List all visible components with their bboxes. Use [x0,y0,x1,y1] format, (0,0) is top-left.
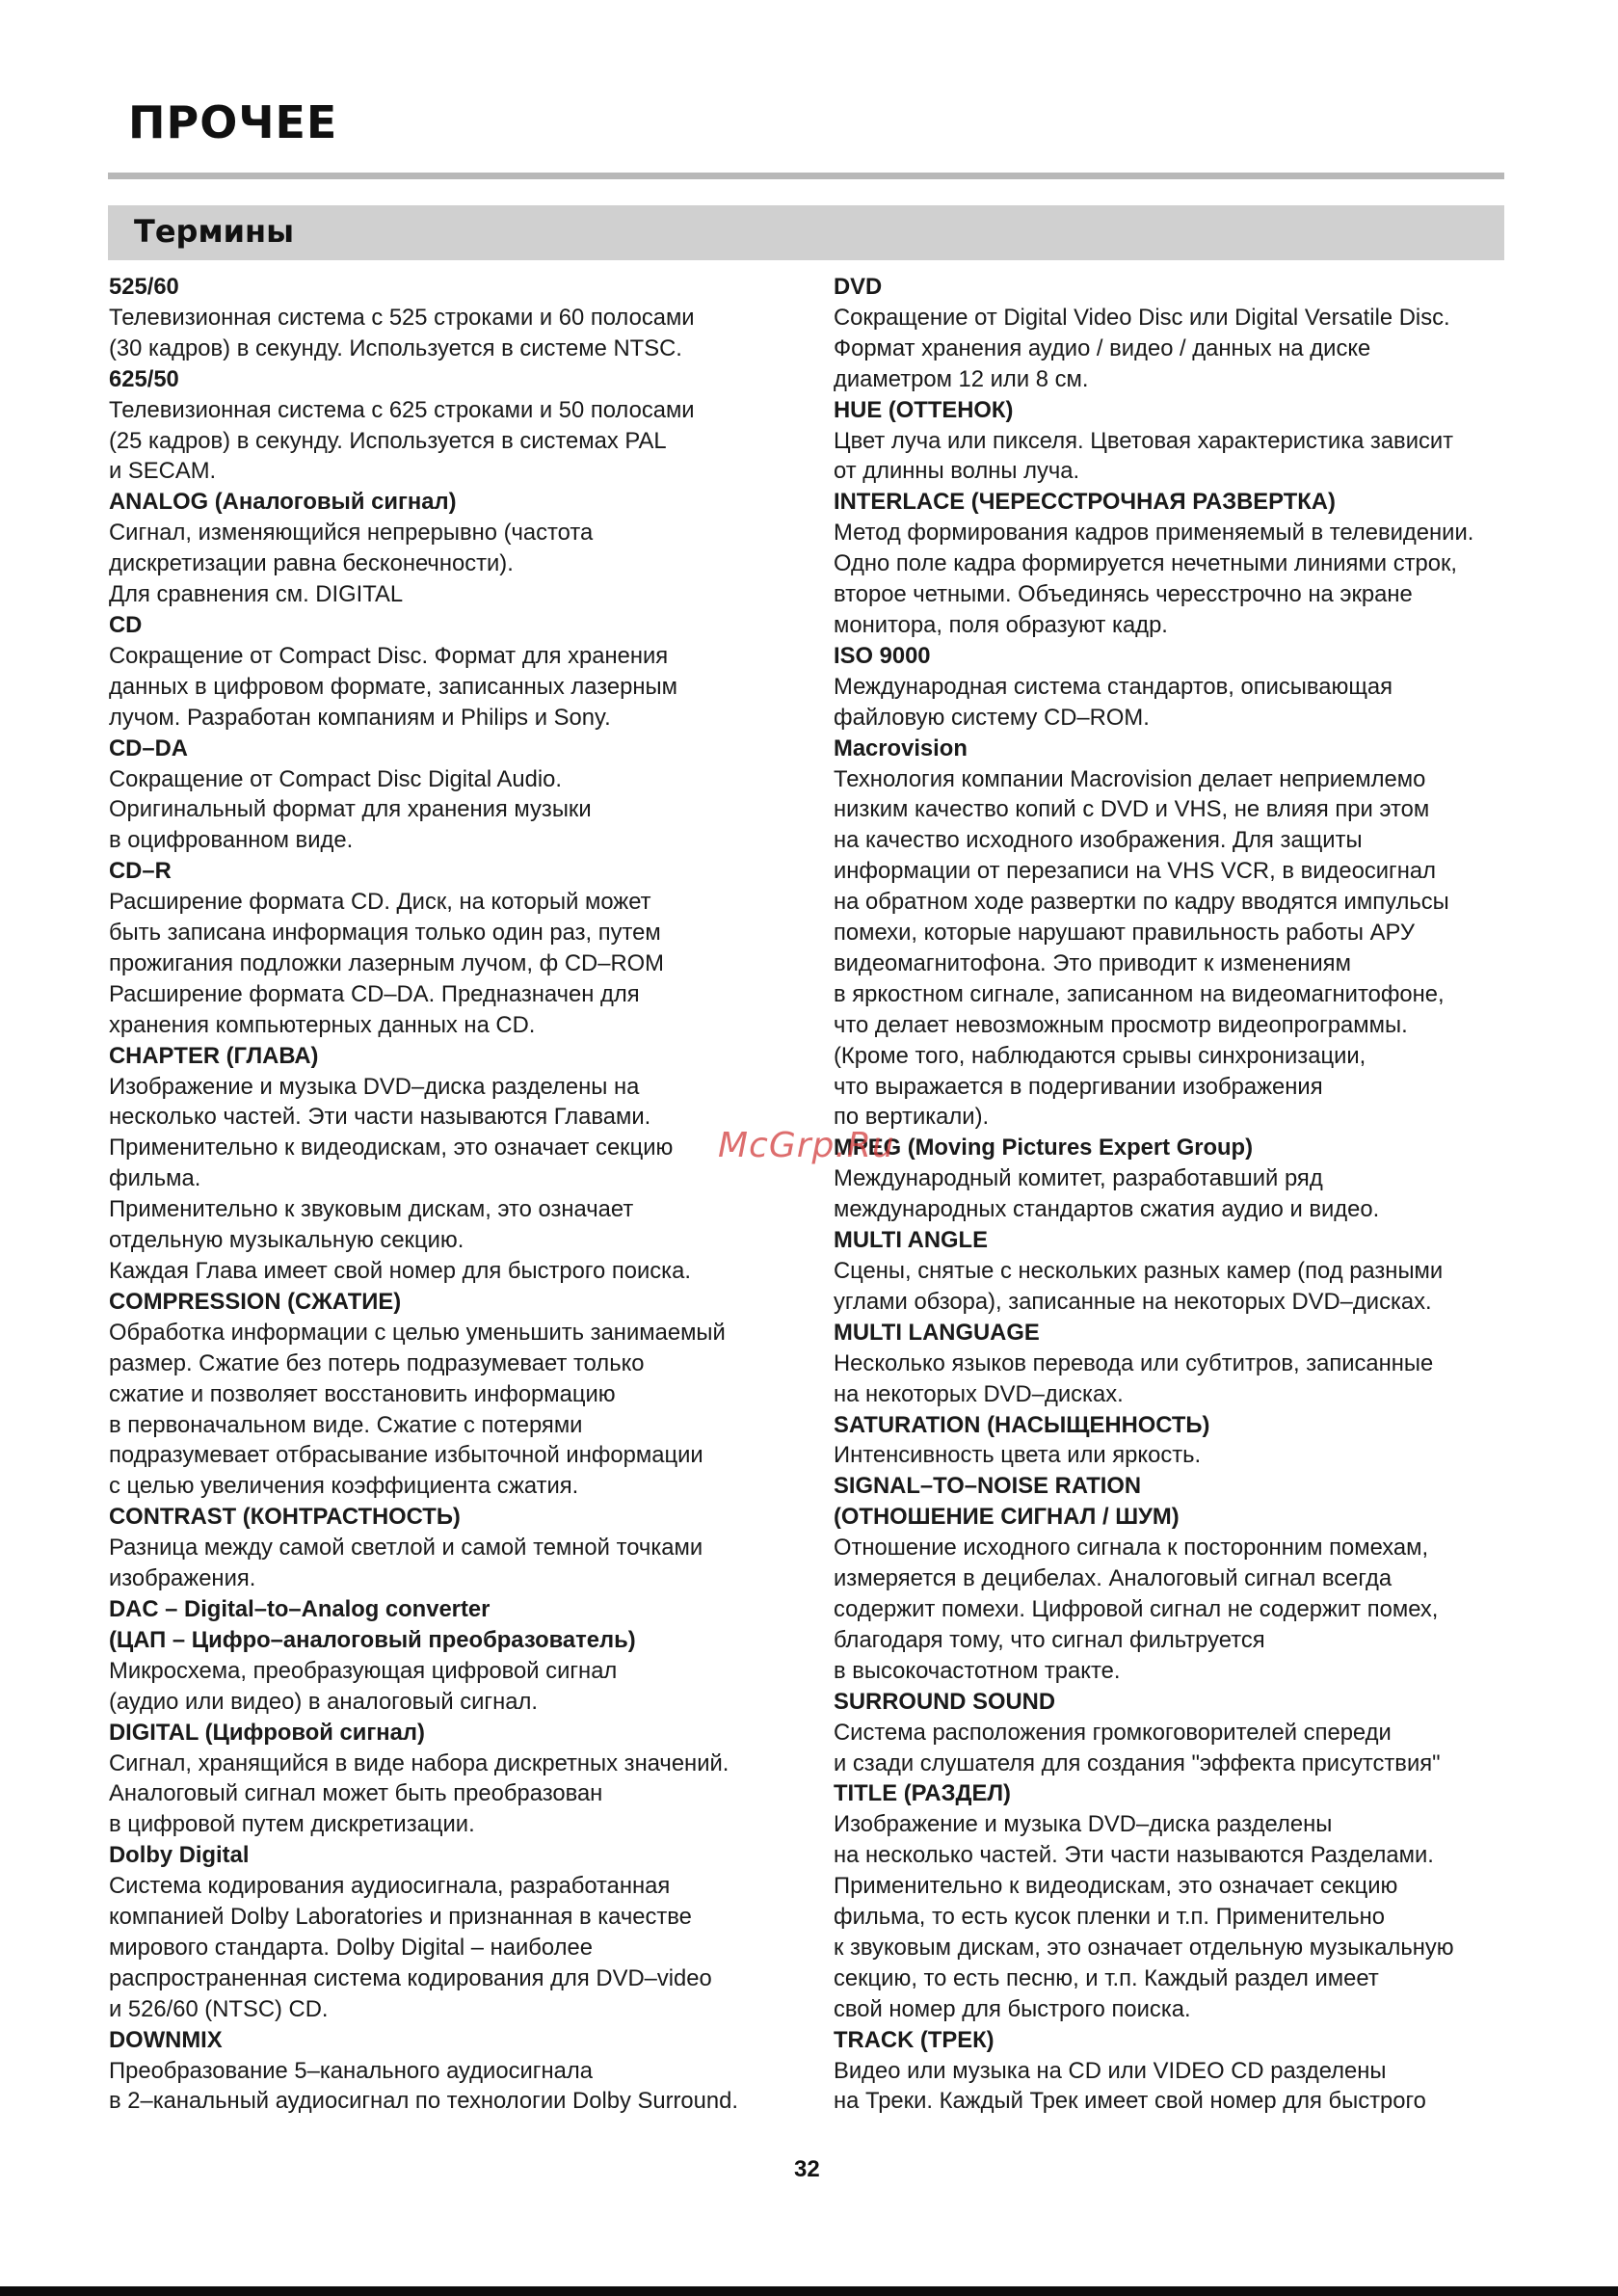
glossary-term: DVD [834,274,883,300]
glossary-entry [834,1410,1547,1472]
glossary-definition-line: и SECAM. [109,458,217,485]
glossary-definition-line: Оригинальный формат для хранения музыки [109,796,592,823]
glossary-entry [109,1041,803,1287]
glossary-definition-line: Международная система стандартов, описывающая [834,673,1393,700]
glossary-left-column [109,272,803,2117]
glossary-entry [834,734,1547,1134]
glossary-term: Dolby Digital [109,1842,250,1869]
glossary-term: DIGITAL (Цифровой сигнал) [109,1719,425,1746]
glossary-entry [109,1840,803,2024]
glossary-term: DOWNMIX [109,2026,223,2053]
glossary-definition-line: на качество исходного изображения. Для защиты [834,827,1363,854]
glossary-definition-line: в 2–канальный аудиосигнал по технологии Dolby Surround. [109,2088,738,2115]
glossary-entry [109,1718,803,1841]
section-title: Термины [134,213,295,250]
glossary-definition-line: на Треки. Каждый Трек имеет свой номер для быстрого [834,2088,1426,2115]
glossary-definition-line: Метод формирования кадров применяемый в телевидении. [834,520,1474,547]
glossary-definition-line: быть записана информация только один раз, путем [109,920,661,947]
glossary-entry [834,1502,1547,1686]
glossary-definition-line: Расширение формата CD. Диск, на который может [109,889,651,916]
glossary-definition-line: Сокращение от Compact Disc Digital Audio. [109,765,562,792]
glossary-entry [834,1133,1547,1225]
glossary-entry [834,395,1547,488]
glossary-definition-line: изображения. [109,1565,256,1592]
glossary-definition-line: благодаря тому, что сигнал фильтруется [834,1626,1265,1653]
glossary-definition-line: Формат хранения аудио / видео / данных на диске [834,334,1371,361]
glossary-definition-line: в первоначальном виде. Сжатие с потерями [109,1411,583,1438]
glossary-definition-line: файловую систему CD–ROM. [834,704,1150,731]
glossary-definition-line: компанией Dolby Laboratories и признанная в качестве [109,1904,692,1931]
glossary-definition-line: Несколько языков перевода или субтитров, записанные [834,1349,1434,1376]
glossary-definition-line: в высокочастотном тракте. [834,1657,1121,1684]
glossary-definition-line: Интенсивность цвета или яркость. [834,1442,1202,1469]
glossary-definition-line: Видео или музыка на CD или VIDEO CD разделены [834,2057,1387,2084]
glossary-definition-line: Цвет луча или пикселя. Цветовая характеристика зависит [834,427,1454,454]
glossary-entry [109,487,803,610]
glossary-definition-line: свой номер для быстрого поиска. [834,1995,1191,2022]
glossary-definition-line: дискретизации равна бесконечности). [109,550,514,577]
glossary-term: MPEG (Moving Pictures Expert Group) [834,1135,1254,1161]
glossary-definition-line: (25 кадров) в секунду. Используется в системах PAL [109,427,667,454]
glossary-definition-line: сжатие и позволяет восстановить информацию [109,1380,616,1407]
glossary-definition-line: Обработка информации с целью уменьшить занимаемый [109,1319,726,1346]
glossary-definition-line: Микросхема, преобразующая цифровой сигнал [109,1657,618,1684]
glossary-definition-line: на некоторых DVD–дисках. [834,1380,1124,1407]
glossary-term: CONTRAST (КОНТРАСТНОСТЬ) [109,1504,461,1531]
glossary-entry [109,734,803,857]
glossary-definition-line: и сзади слушателя для создания "эффекта присутствия" [834,1749,1441,1776]
glossary-term: ISO 9000 [834,642,931,669]
glossary-term: MULTI LANGUAGE [834,1319,1040,1346]
glossary-definition-line: на несколько частей. Эти части называются Разделами. [834,1842,1434,1869]
section-header [108,205,1504,260]
glossary-definition-line: хранения компьютерных данных на CD. [109,1011,536,1038]
glossary-definition-line: Изображение и музыка DVD–диска разделены на [109,1073,640,1100]
glossary-entry [109,1594,803,1625]
glossary-definition-line: второе четными. Объединясь чересстрочно на экране [834,581,1413,608]
glossary-entry [834,1778,1547,2024]
glossary-term: HUE (ОТТЕНОК) [834,396,1014,423]
glossary-right-column [834,272,1547,2117]
glossary-entry [834,1687,1547,1779]
glossary-entry [109,610,803,734]
glossary-definition-line: Технология компании Macrovision делает неприемлемо [834,765,1426,792]
glossary-definition-line: с целью увеличения коэффициента сжатия. [109,1473,579,1500]
glossary-definition-line: информации от перезаписи на VHS VCR, в видеосигнал [834,858,1436,885]
glossary-definition-line: (Кроме того, наблюдаются срывы синхронизации, [834,1042,1366,1069]
glossary-entry [109,1625,803,1718]
page-title: ПРОЧЕЕ [128,96,338,148]
glossary-definition-line: прожигания подложки лазерным лучом, ф CD–ROM [109,949,664,976]
glossary-definition-line: помехи, которые нарушают правильность работы АРУ [834,920,1415,947]
glossary-term: (ЦАП – Цифро–аналоговый преобразователь) [109,1626,636,1653]
glossary-term: DAC – Digital–to–Analog converter [109,1595,491,1622]
glossary-entry [834,641,1547,734]
glossary-definition-line: мирового стандарта. Dolby Digital – наиболее [109,1934,593,1961]
glossary-definition-line: (30 кадров) в секунду. Используется в системе NTSC. [109,334,682,361]
glossary-definition-line: на обратном ходе развертки по кадру вводятся импульсы [834,889,1449,916]
glossary-definition-line: в цифровой путем дискретизации. [109,1811,475,1838]
watermark: McGrp.Ru [718,1126,895,1165]
glossary-definition-line: Система расположения громкоговорителей спереди [834,1719,1392,1746]
glossary-definition-line: Сокращение от Digital Video Disc или Digital Versatile Disc. [834,304,1450,331]
glossary-definition-line: Преобразование 5–канального аудиосигнала [109,2057,593,2084]
glossary-term: TRACK (ТРЕК) [834,2026,995,2053]
glossary-term: CD–DA [109,734,188,761]
glossary-definition-line: Сцены, снятые с нескольких разных камер (под разными [834,1258,1444,1284]
glossary-definition-line: что выражается в подергивании изображения [834,1073,1323,1100]
glossary-definition-line: фильма. [109,1165,201,1192]
glossary-term: SIGNAL–TO–NOISE RATION [834,1473,1142,1500]
title-rule [108,173,1504,179]
glossary-entry [834,1225,1547,1318]
glossary-definition-line: Сигнал, изменяющийся непрерывно (частота [109,520,594,547]
glossary-definition-line: Международный комитет, разработавший ряд [834,1165,1323,1192]
glossary-definition-line: углами обзора), записанные на некоторых DVD–дисках. [834,1288,1432,1315]
glossary-term: COMPRESSION (СЖАТИЕ) [109,1288,402,1315]
glossary-term: 625/50 [109,365,179,392]
glossary-definition-line: Разница между самой светлой и самой темной точками [109,1535,703,1562]
glossary-term: TITLE (РАЗДЕЛ) [834,1780,1011,1807]
glossary-definition-line: Система кодирования аудиосигнала, разработанная [109,1873,671,1900]
glossary-entry [834,2025,1547,2118]
glossary-definition-line: Применительно к видеодискам, это означает секцию [834,1873,1398,1900]
glossary-definition-line: Каждая Глава имеет свой номер для быстрого поиска. [109,1258,691,1284]
glossary-definition-line: отдельную музыкальную секцию. [109,1227,464,1254]
glossary-definition-line: от длинны волны луча. [834,458,1080,485]
glossary-definition-line: диаметром 12 или 8 см. [834,365,1089,392]
glossary-term: (ОТНОШЕНИЕ СИГНАЛ / ШУМ) [834,1504,1180,1531]
bottom-band [0,2286,1618,2296]
glossary-definition-line: подразумевает отбрасывание избыточной информации [109,1442,703,1469]
glossary-definition-line: несколько частей. Эти части называются Главами. [109,1104,651,1131]
glossary-term: SURROUND SOUND [834,1688,1056,1715]
glossary-entry [834,272,1547,395]
glossary-entry [834,1318,1547,1410]
glossary-definition-line: монитора, поля образуют кадр. [834,611,1168,638]
glossary-definition-line: Сокращение от Compact Disc. Формат для хранения [109,642,669,669]
glossary-entry [834,487,1547,641]
glossary-definition-line: видеомагнитофона. Это приводит к изменениям [834,949,1351,976]
glossary-term: CD [109,611,143,638]
glossary-definition-line: Телевизионная система с 625 строками и 50 полосами [109,396,695,423]
glossary-term: INTERLACE (ЧЕРЕССТРОЧНАЯ РАЗВЕРТКА) [834,489,1336,516]
glossary-term: SATURATION (НАСЫЩЕННОСТЬ) [834,1411,1210,1438]
glossary-definition-line: в оцифрованном виде. [109,827,354,854]
glossary-definition-line: Применительно к видеодискам, это означает секцию [109,1135,674,1161]
page-number: 32 [794,2156,820,2182]
glossary-definition-line: лучом. Разработан компаниям и Philips и Sony. [109,704,611,731]
glossary-definition-line: Телевизионная система с 525 строками и 60 полосами [109,304,695,331]
glossary-definition-line: Аналоговый сигнал может быть преобразован [109,1780,603,1807]
glossary-entry [834,1471,1547,1502]
glossary-definition-line: Изображение и музыка DVD–диска разделены [834,1811,1333,1838]
glossary-term: CHAPTER (ГЛАВА) [109,1042,319,1069]
glossary-definition-line: распространенная система кодирования для DVD–video [109,1964,712,1991]
glossary-definition-line: размер. Сжатие без потерь подразумевает только [109,1349,645,1376]
glossary-definition-line: Для сравнения см. DIGITAL [109,581,404,608]
glossary-entry [109,364,803,488]
glossary-definition-line: секцию, то есть песню, и т.п. Каждый раздел имеет [834,1964,1379,1991]
glossary-entry [109,2025,803,2118]
glossary-entry [109,856,803,1040]
glossary-definition-line: (аудио или видео) в аналоговый сигнал. [109,1688,538,1715]
glossary-entry [109,272,803,364]
glossary-definition-line: к звуковым дискам, это означает отдельную музыкальную [834,1934,1454,1961]
glossary-definition-line: Расширение формата CD–DA. Предназначен для [109,980,640,1007]
glossary-definition-line: измеряется в децибелах. Аналоговый сигнал всегда [834,1565,1393,1592]
glossary-definition-line: и 526/60 (NTSC) CD. [109,1995,329,2022]
glossary-definition-line: содержит помехи. Цифровой сигнал не содержит помех, [834,1595,1439,1622]
glossary-definition-line: по вертикали). [834,1104,990,1131]
glossary-term: Macrovision [834,734,968,761]
glossary-term: CD–R [109,858,172,885]
glossary-definition-line: международных стандартов сжатия аудио и видео. [834,1196,1380,1223]
glossary-definition-line: Отношение исходного сигнала к посторонним помехам, [834,1535,1429,1562]
glossary-definition-line: в яркостном сигнале, записанном на видеомагнитофоне, [834,980,1445,1007]
glossary-entry [109,1287,803,1502]
glossary-definition-line: фильма, то есть кусок пленки и т.п. Применительно [834,1904,1385,1931]
glossary-definition-line: Применительно к звуковым дискам, это означает [109,1196,634,1223]
glossary-term: ANALOG (Аналоговый сигнал) [109,489,457,516]
glossary-term: 525/60 [109,274,179,300]
glossary-term: MULTI ANGLE [834,1227,988,1254]
glossary-definition-line: что делает невозможным просмотр видеопрограммы. [834,1011,1408,1038]
glossary-definition-line: низким качество копий с DVD и VHS, не влияя при этом [834,796,1430,823]
glossary-definition-line: данных в цифровом формате, записанных лазерным [109,673,677,700]
glossary-definition-line: Сигнал, хранящийся в виде набора дискретных значений. [109,1749,729,1776]
glossary-entry [109,1502,803,1594]
glossary-definition-line: Одно поле кадра формируется нечетными линиями строк, [834,550,1457,577]
